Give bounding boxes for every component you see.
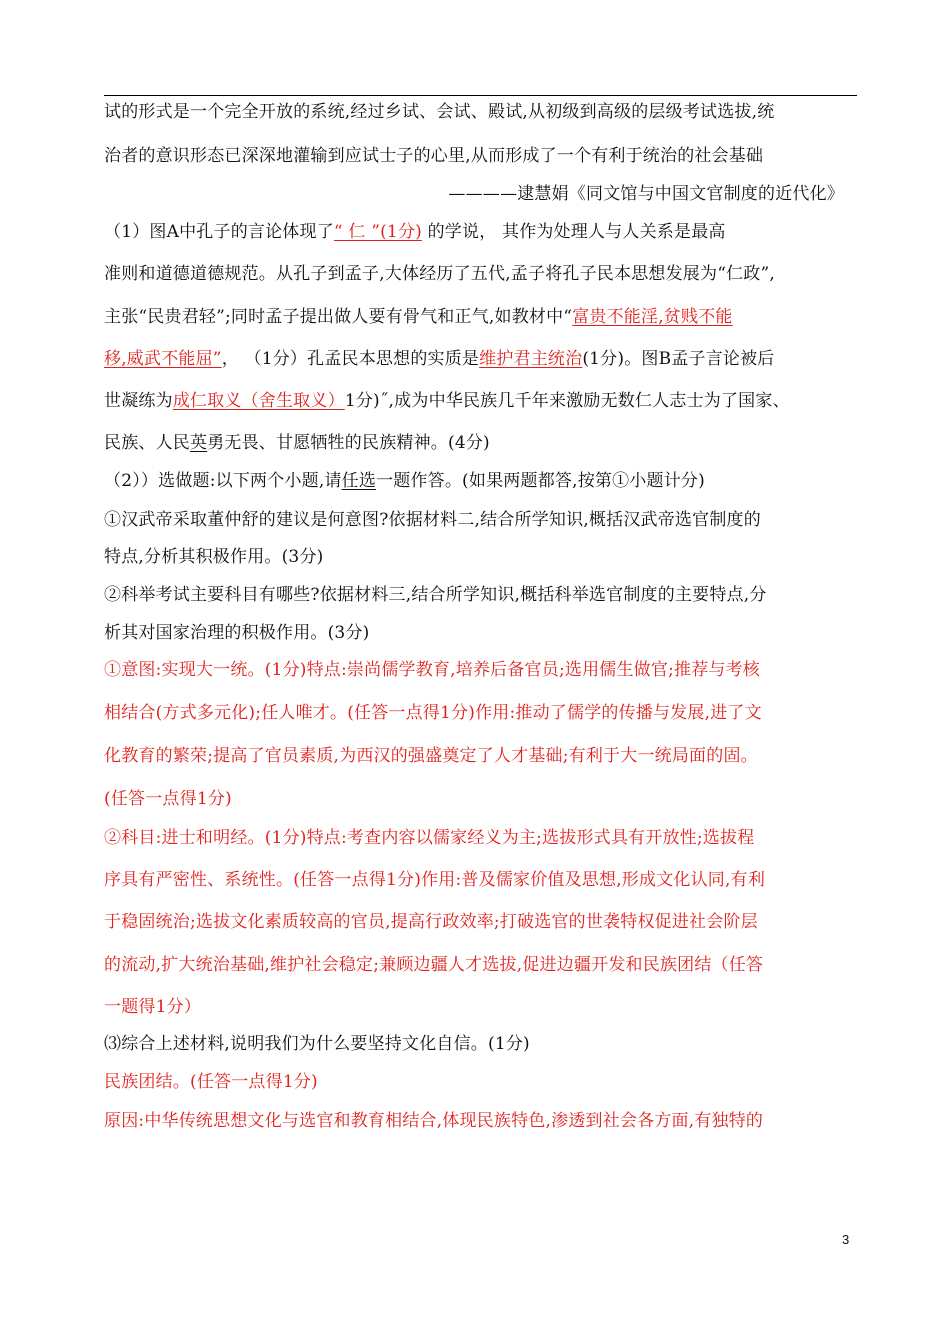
page-number: 3 — [842, 1232, 850, 1247]
answer-text: 维护君主统治 — [479, 349, 583, 369]
text-line — [104, 348, 864, 370]
text-segment: 英 — [190, 433, 208, 453]
text-segment: 1分)˝,成为中华民族几千年来激励无数仁人志士为了国家、 — [344, 391, 790, 411]
text-line — [104, 996, 864, 1018]
text-line — [104, 788, 864, 810]
text-line — [104, 306, 864, 328]
text-line — [104, 221, 864, 243]
text-line — [104, 954, 864, 976]
answer-text: “ 仁 ”(1分) — [333, 222, 422, 242]
text-line — [104, 263, 864, 285]
text-line — [104, 827, 864, 849]
text-line — [104, 584, 864, 606]
text-segment: ⑶综合上述材料,说明我们为什么要坚持文化自信。(1分) — [104, 1034, 530, 1054]
answer-text: 富贵不能淫,贫贱不能 — [572, 307, 733, 327]
answer-text: 于稳固统治;选拔文化素质较高的官员,提高行政效率;打破选官的世袭特权促进社会阶层 — [104, 912, 758, 932]
answer-text: 移,威武不能屈” — [104, 349, 222, 369]
text-line — [104, 622, 864, 644]
answer-text: 的流动,扩大统治基础,维护社会稳定;兼顾边疆人才选拔,促进边疆开发和民族团结（任答 — [104, 955, 764, 975]
text-line — [104, 432, 864, 454]
text-line — [104, 101, 864, 123]
answer-text: 民族团结。(任答一点得1分) — [104, 1072, 318, 1092]
answer-text: ②科目:进士和明经。(1分)特点:考查内容以儒家经义为主;选拔形式具有开放性;选拔程 — [104, 828, 755, 848]
text-line — [104, 390, 864, 412]
text-segment: 试的形式是一个完全开放的系统,经过乡试、会试、殿试,从初级到高级的层级考试选拔,统 — [104, 102, 775, 122]
text-line — [104, 1033, 864, 1055]
text-segment: 一题作答。(如果两题都答,按第①小题计分) — [376, 471, 705, 491]
answer-text: ①意图:实现大一统。(1分)特点:崇尚儒学教育,培养后备官员;选用儒生做官;推荐与考核 — [104, 660, 760, 680]
top-rule — [104, 95, 857, 96]
text-segment: 民族、人民 — [104, 433, 190, 453]
text-segment: 析其对国家治理的积极作用。(3分) — [104, 623, 370, 643]
text-segment: ①汉武帝采取董仲舒的建议是何意图?依据材料二,结合所学知识,概括汉武帝选官制度的 — [104, 510, 761, 530]
text-line — [104, 745, 864, 767]
answer-text: 化教育的繁荣;提高了官员素质,为西汉的强盛奠定了人才基础;有利于大一统局面的固。 — [104, 746, 758, 766]
text-line — [104, 1110, 864, 1132]
answer-text: 序具有严密性、系统性。(任答一点得1分)作用:普及儒家价值及思想,形成文化认同,有利 — [104, 870, 766, 890]
text-segment: 主张“民贵君轻”;同时孟子提出做人要有骨气和正气,如教材中“ — [104, 307, 573, 327]
text-segment: 特点,分析其积极作用。(3分) — [104, 547, 324, 567]
text-segment: 治者的意识形态已深深地灌输到应试士子的心里,从而形成了一个有利于统治的社会基础 — [104, 146, 764, 166]
answer-text: (任答一点得1分) — [104, 789, 232, 809]
answer-text: 原因:中华传统思想文化与选官和教育相结合,体现民族特色,渗透到社会各方面,有独特的 — [104, 1111, 764, 1131]
text-line — [104, 470, 864, 492]
text-segment: 勇无畏、甘愿牺牲的民族精神。(4分) — [207, 433, 490, 453]
text-segment: ②科举考试主要科目有哪些?依据材料三,结合所学知识,概括科举选官制度的主要特点,分 — [104, 585, 767, 605]
text-segment: （1）图A中孔子的言论体现了 — [104, 222, 334, 242]
text-line — [104, 1071, 864, 1093]
text-line — [104, 911, 864, 933]
citation-line — [104, 183, 844, 205]
text-segment: 任选 — [341, 471, 377, 491]
text-line — [104, 702, 864, 724]
answer-text: 相结合(方式多元化);任人唯才。(任答一点得1分)作用:推动了儒学的传播与发展,进了文 — [104, 703, 762, 723]
text-segment: (1分)。图B孟子言论被后 — [582, 349, 775, 369]
answer-text: 一题得1分） — [104, 997, 202, 1017]
text-segment: ————逮慧娟《同文馆与中国文官制度的近代化》 — [448, 184, 844, 204]
text-segment: 的学说， 其作为处理人与人关系是最高 — [421, 222, 726, 242]
text-segment: （2））选做题:以下两个小题,请 — [104, 471, 342, 491]
text-line — [104, 659, 864, 681]
text-segment: 准则和道德道德规范。从孔子到孟子,大体经历了五代,孟子将孔子民本思想发展为“仁政”, — [104, 264, 775, 284]
text-line — [104, 145, 864, 167]
text-line — [104, 509, 864, 531]
answer-text: 成仁取义（舍生取义） — [172, 391, 345, 411]
text-segment: ， （1分）孔孟民本思想的实质是 — [221, 349, 480, 369]
text-line — [104, 546, 864, 568]
text-line — [104, 869, 864, 891]
text-segment: 世凝练为 — [104, 391, 173, 411]
